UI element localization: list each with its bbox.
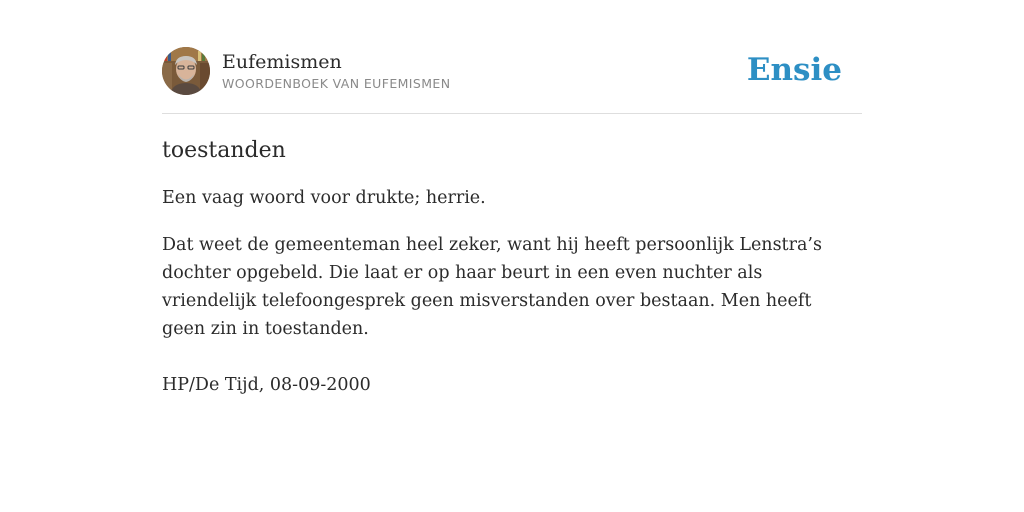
entry-card bbox=[162, 46, 862, 399]
entry-source: HP/De Tijd, 08-09-2000 bbox=[162, 375, 371, 395]
author-info bbox=[222, 50, 450, 92]
author-name[interactable]: Eufemismen bbox=[222, 51, 342, 73]
entry-example: Dat weet de gemeenteman heel zeker, want hij heeft persoonlijk Lenstra’s dochter opgebeld. Die laat er op haar beurt in een even nuchter als vriendelijk telefoongesprek geen misverstanden over bestaan. Men heeft geen zin in toestanden. bbox=[162, 235, 822, 339]
entry-definition: Een vaag woord voor drukte; herrie. bbox=[162, 188, 486, 208]
entry-term: toestanden bbox=[162, 138, 286, 163]
entry-header bbox=[162, 46, 862, 114]
brand-logo[interactable]: Ensie bbox=[746, 52, 842, 88]
avatar[interactable] bbox=[162, 47, 210, 95]
author-subtitle: WOORDENBOEK VAN EUFEMISMEN bbox=[222, 76, 451, 91]
entry-content bbox=[162, 114, 862, 399]
author-photo-icon bbox=[162, 47, 210, 95]
